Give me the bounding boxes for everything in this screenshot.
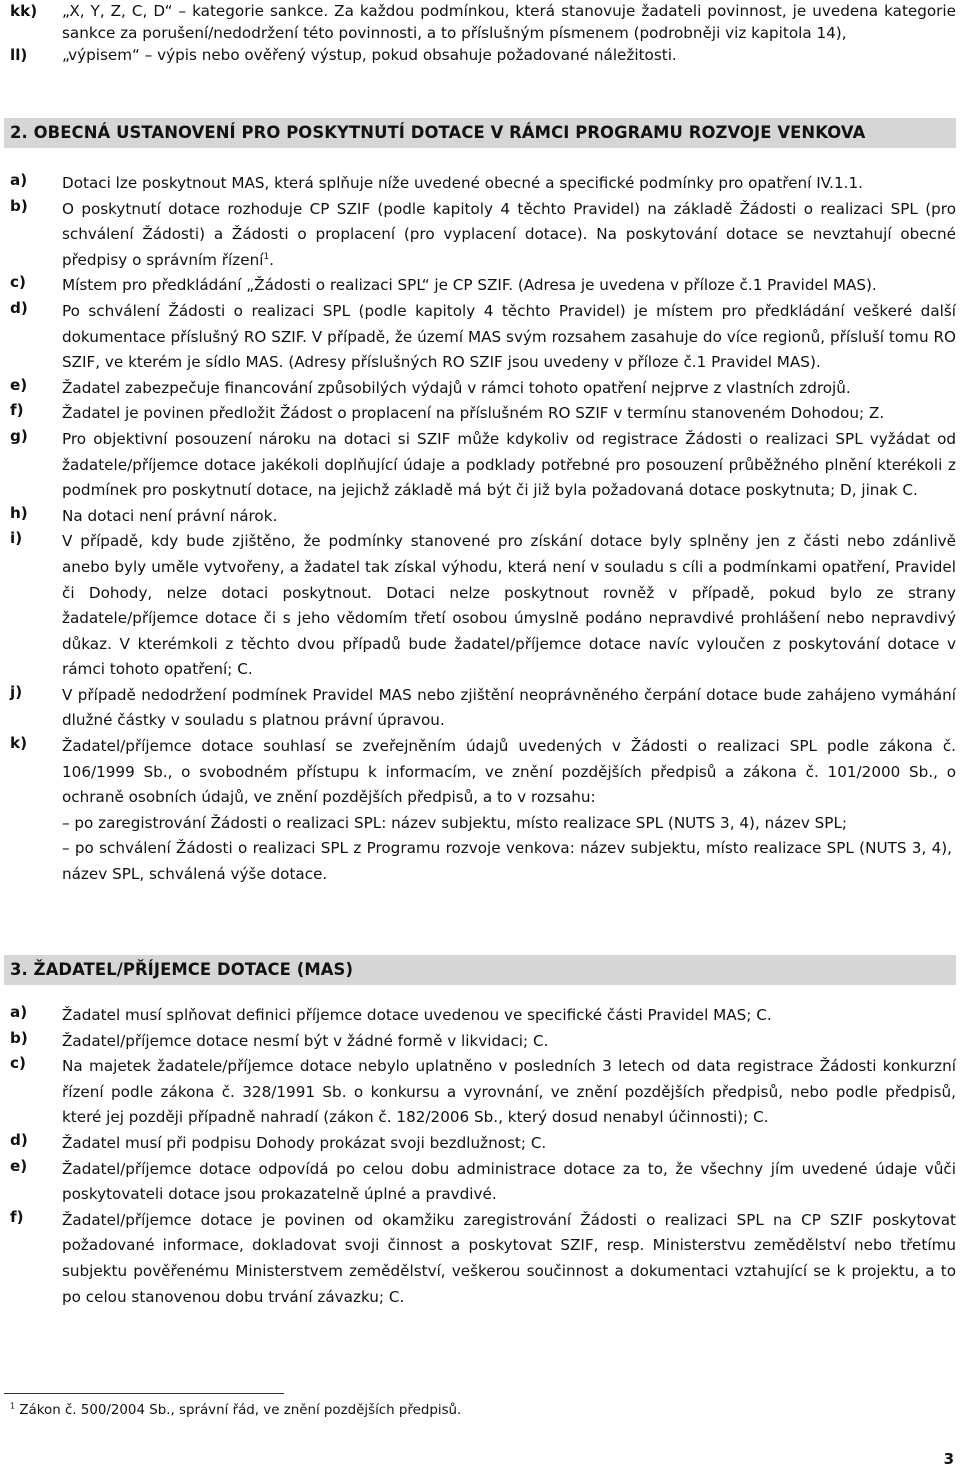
item-label: f) <box>10 401 24 420</box>
item-text: Na majetek žadatele/příjemce dotace nebylo uplatněno v posledních 3 letech od data registrace Žádosti konkurzní řízení podle zákona č. 328/1991 Sb. o konkursu a vyrovnání, ve znění pozdějších předpisů, nebo podle předpisů, které jej později případně nahradí (zákon č. 182/2006 Sb., který dosud nenabyl účinnosti); C. <box>62 1057 956 1127</box>
item-text: V případě, kdy bude zjištěno, že podmínky stanovené pro získání dotace byly splněny jen z části nebo zdánlivě anebo byly uměle vytvořeny, a žadatel tak získal výhodu, která není v souladu s cíli a podmínkami opatření, Pravidel či Dohody, nelze dotaci poskytnout. Dotaci nelze poskytnout rovněž v případě, pokud bylo ze strany žadatele/příjemce dotace či s jeho vědomím třetí osobou úmyslně podáno nepravdivé prohlášení nebo nepravdivý důkaz. V kterémkoli z těchto dvou případů bude žadatel/příjemce dotace navíc vyloučen z poskytování dotace v rámci tohoto opatření; C. <box>62 532 956 679</box>
item-label: g) <box>10 426 28 445</box>
definition-ll <box>0 44 960 66</box>
list-item <box>0 529 960 683</box>
list-item <box>0 683 960 734</box>
list-item <box>0 1208 960 1310</box>
item-text: Žadatel musí při podpisu Dohody prokázat svoji bezdlužnost; C. <box>62 1133 547 1152</box>
page-number: 3 <box>943 1450 954 1468</box>
section-2-body <box>0 171 960 888</box>
item-text <box>62 197 960 274</box>
item-text: Žadatel je povinen předložit Žádost o proplacení na příslušném RO SZIF v termínu stanoveném Dohodou; Z. <box>62 404 885 423</box>
section-3-heading: 3. ŽADATEL/PŘÍJEMCE DOTACE (MAS) <box>4 955 956 985</box>
item-label: k) <box>10 734 28 753</box>
item-label: f) <box>10 1207 24 1226</box>
item-text: Pro objektivní posouzení nároku na dotaci si SZIF může kdykoliv od registrace Žádosti o realizaci SPL vyžádat od žadatele/příjemce dotace jakékoli doplňující údaje a podklady potřebné pro posouzení průběžného plnění kterékoli z podmínek pro poskytnutí dotace, na jejichž základě má být či již byla požadovaná dotace poskytnuta; D, jinak C. <box>62 429 956 500</box>
dash-text: – po schválení Žádosti o realizaci SPL z Programu rozvoje venkova: název subjektu, místo realizace SPL (NUTS 3, 4), název SPL, schválená výše dotace. <box>62 839 952 884</box>
footnote-mark: 1 <box>10 1401 16 1411</box>
item-label: c) <box>10 273 26 292</box>
list-item <box>0 197 960 274</box>
item-text: Na dotaci není právní nárok. <box>62 506 278 525</box>
list-item <box>0 1003 960 1029</box>
item-text-main: Žadatel/příjemce dotace souhlasí se zveřejněním údajů uvedených v Žádosti o realizaci SPL podle zákona č. 106/1999 Sb., o svobodném přístupu k informacím, ve znění pozdějších předpisů a zákona č. 101/2000 Sb., o ochraně osobních údajů, ve znění pozdějších předpisů, a to v rozsahu: <box>62 737 956 807</box>
item-label: b) <box>10 196 28 215</box>
dash-item <box>62 811 956 837</box>
section-3-body <box>0 1003 960 1310</box>
list-item <box>0 1131 960 1157</box>
top-definitions <box>0 0 960 66</box>
item-label: e) <box>10 375 28 394</box>
list-item <box>0 273 960 299</box>
list-item <box>0 427 960 504</box>
item-text: Žadatel musí splňovat definici příjemce dotace uvedenou ve specifické části Pravidel MAS; C. <box>62 1006 772 1024</box>
item-label: j) <box>10 682 23 701</box>
section-2-heading: 2. OBECNÁ USTANOVENÍ PRO POSKYTNUTÍ DOTACE V RÁMCI PROGRAMU ROZVOJE VENKOVA <box>4 118 956 148</box>
item-label: e) <box>10 1156 28 1175</box>
item-text: Dotaci lze poskytnout MAS, která splňuje níže uvedené obecné a specifické podmínky pro opatření IV.1.1. <box>62 174 863 192</box>
footnote <box>10 1403 461 1418</box>
list-item <box>0 734 960 888</box>
footnote-text: Zákon č. 500/2004 Sb., správní řád, ve znění pozdějších předpisů. <box>15 1403 462 1418</box>
item-text: V případě nedodržení podmínek Pravidel MAS nebo zjištění neoprávněného čerpání dotace bude zahájeno vymáhání dlužné částky v souladu s platnou právní úpravou. <box>62 685 956 730</box>
list-item <box>0 1054 960 1131</box>
list-item <box>0 1029 960 1055</box>
footnote-divider <box>4 1393 284 1394</box>
item-text: „výpisem“ – výpis nebo ověřený výstup, pokud obsahuje požadované náležitosti. <box>62 46 677 64</box>
list-item <box>0 376 960 402</box>
item-label: a) <box>10 1003 28 1021</box>
list-item <box>0 1157 960 1208</box>
item-text: Žadatel/příjemce dotace je povinen od okamžiku zaregistrování Žádosti o realizaci SPL na CP SZIF poskytovat požadované informace, dokladovat svoji činnost a poskytovat SZIF, resp. Ministerstvu zemědělství nebo třetímu subjektu pověřenému Ministerstvem zemědělství, veškerou součinnost a dokumentaci vztahující se k projektu, a to po celou stanovenou dobu trvání závazku; C. <box>62 1210 956 1306</box>
item-text: Žadatel zabezpečuje financování způsobilých výdajů v rámci tohoto opatření nejprve z vlastních zdrojů. <box>62 378 851 397</box>
item-text-tail: . <box>269 250 274 269</box>
item-text-main: O poskytnutí dotace rozhoduje CP SZIF (podle kapitoly 4 těchto Pravidel) na základě Žádosti o realizaci SPL (pro schválení Žádosti) a Žádosti o proplacení (pro vyplacení dotace). Na poskytování dotace se nevztahují obecné předpisy o správním řízení <box>62 199 956 269</box>
item-text: Po schválení Žádosti o realizaci SPL (podle kapitoly 4 těchto Pravidel) je místem pro předkládání veškeré další dokumentace příslušný RO SZIF. V případě, že území MAS svým rozsahem zasahuje do více regionů, přísluší tomu RO SZIF, ve kterém je sídlo MAS. (Adresy příslušných RO SZIF jsou uvedeny v příloze č.1 Pravidel MAS). <box>62 301 956 372</box>
list-item <box>0 504 960 530</box>
item-label: ll) <box>10 46 28 64</box>
item-text <box>62 734 960 888</box>
item-text: Místem pro předkládání „Žádosti o realizaci SPL“ je CP SZIF. (Adresa je uvedena v příloze č.1 Pravidel MAS). <box>62 276 877 295</box>
item-text: „X, Y, Z, C, D“ – kategorie sankce. Za každou podmínkou, která stanovuje žadateli povinnost, je uvedena kategorie sankce za porušení/nedodržení této povinnosti, a to příslušným písmenem (podrobněji viz kapitola 14), <box>62 2 956 42</box>
item-label: b) <box>10 1028 28 1047</box>
dash-item <box>62 836 956 887</box>
item-label: c) <box>10 1054 26 1073</box>
item-label: a) <box>10 171 28 189</box>
definition-kk <box>0 0 960 44</box>
footnote-ref: 1 <box>263 251 270 262</box>
item-label: h) <box>10 503 28 522</box>
dash-text: – po zaregistrování Žádosti o realizaci SPL: název subjektu, místo realizace SPL (NUTS 3, 4), název SPL; <box>62 813 848 832</box>
list-item <box>0 171 960 197</box>
item-label: i) <box>10 529 23 548</box>
item-label: d) <box>10 298 28 317</box>
item-text: Žadatel/příjemce dotace nesmí být v žádné formě v likvidaci; C. <box>62 1031 549 1050</box>
item-text: Žadatel/příjemce dotace odpovídá po celou dobu administrace dotace za to, že všechny jím uvedené údaje vůči poskytovateli dotace jsou prokazatelně úplné a pravdivé. <box>62 1159 956 1204</box>
item-label: kk) <box>10 2 38 20</box>
item-label: d) <box>10 1130 28 1149</box>
list-item <box>0 299 960 376</box>
list-item <box>0 401 960 427</box>
